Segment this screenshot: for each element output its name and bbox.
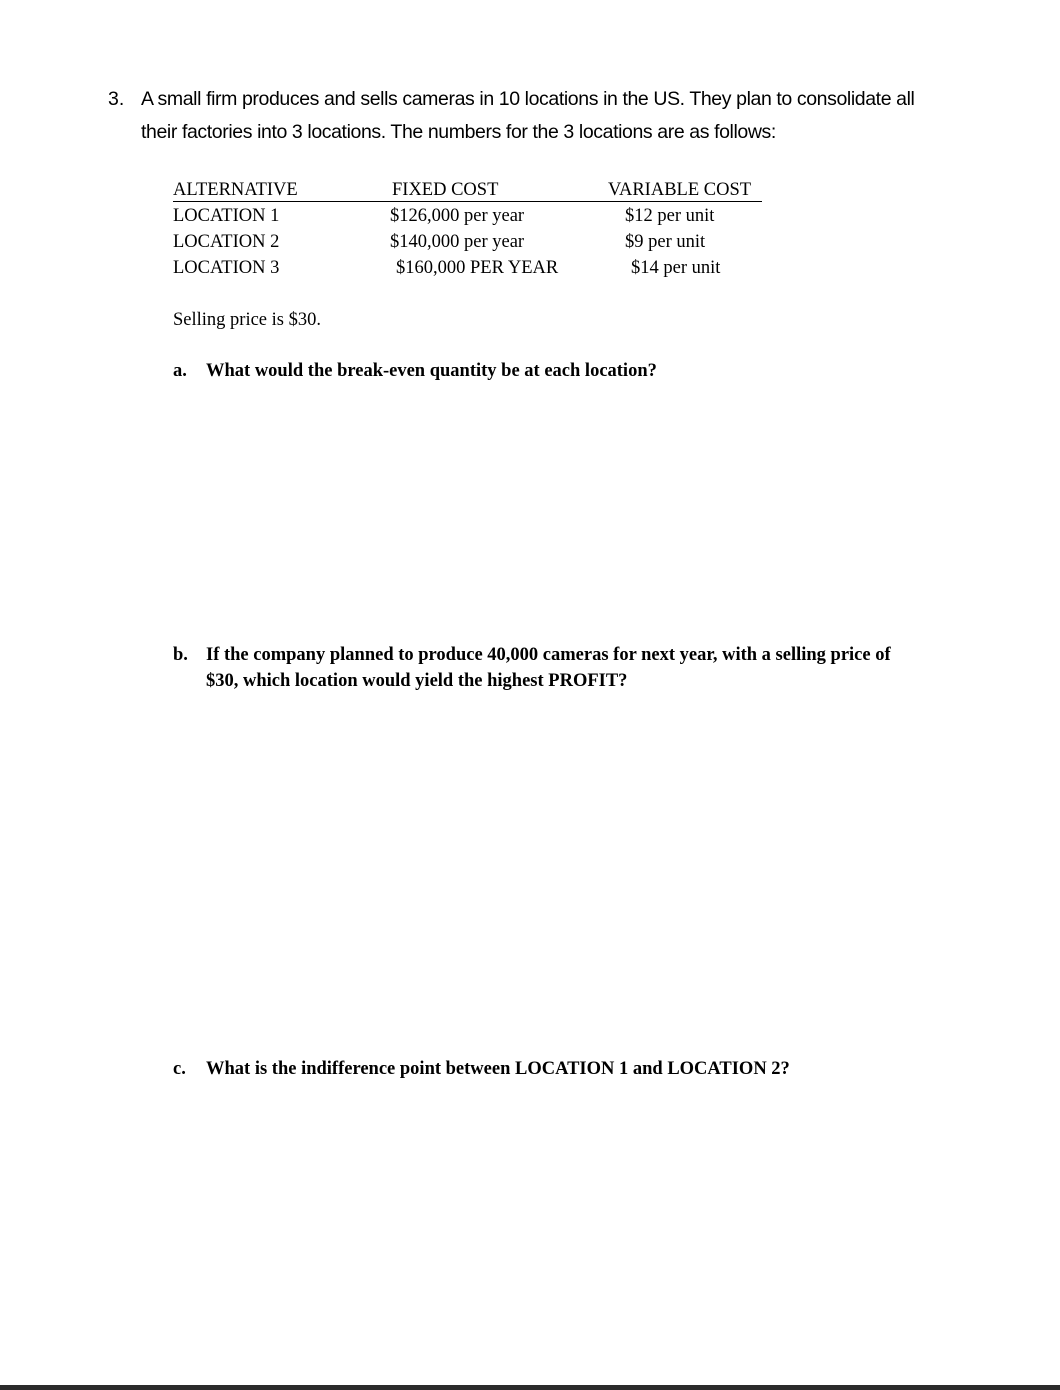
question-text-line-2: their factories into 3 locations. The numbers for the 3 locations are as follows: [141,121,776,143]
part-c-letter: c. [173,1059,186,1079]
table-cell-location-2: LOCATION 2 [173,232,280,252]
table-cell-fixed-cost-1: $126,000 per year [390,206,525,226]
table-cell-location-1: LOCATION 1 [173,206,280,226]
part-b-letter: b. [173,645,188,665]
question-number: 3. [108,88,125,110]
table-header-alternative: ALTERNATIVE [173,180,298,200]
table-cell-location-3: LOCATION 3 [173,258,280,278]
question-text-line-1: A small firm produces and sells cameras in 10 locations in the US. They plan to consolidate all [141,88,915,110]
part-a-letter: a. [173,361,187,381]
table-header-underline [173,201,762,202]
page-bottom-edge [0,1385,1060,1390]
table-cell-fixed-cost-3: $160,000 PER YEAR [396,258,559,278]
table-cell-variable-cost-3: $14 per unit [631,258,721,278]
part-b-question-line-2: $30, which location would yield the highest PROFIT? [206,671,628,691]
selling-price-text: Selling price is $30. [173,310,321,330]
table-cell-variable-cost-2: $9 per unit [625,232,706,252]
part-a-question: What would the break-even quantity be at each location? [206,361,657,381]
table-header-variable-cost: VARIABLE COST [608,180,752,200]
table-cell-variable-cost-1: $12 per unit [625,206,715,226]
table-header-fixed-cost: FIXED COST [392,180,499,200]
part-c-question: What is the indifference point between LOCATION 1 and LOCATION 2? [206,1059,790,1079]
table-cell-fixed-cost-2: $140,000 per year [390,232,525,252]
part-b-question-line-1: If the company planned to produce 40,000 cameras for next year, with a selling price of [206,645,891,665]
